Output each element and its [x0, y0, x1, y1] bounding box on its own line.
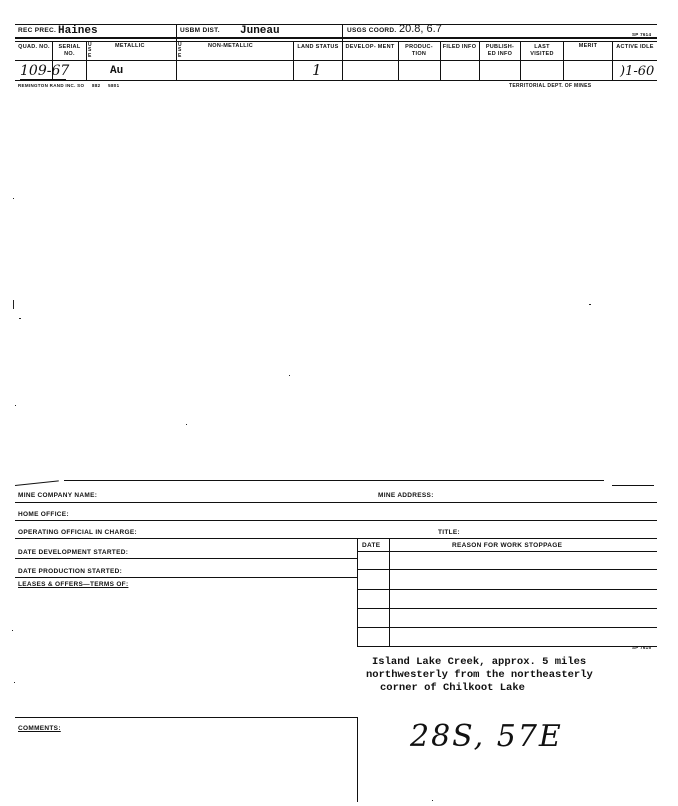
location-line-2: northwesterly from the northeasterly: [366, 669, 593, 681]
scan-speck: [432, 800, 433, 801]
rule-official: [15, 538, 657, 539]
divider: [342, 24, 343, 80]
title-label: TITLE:: [438, 529, 461, 536]
divider: [563, 41, 564, 80]
divider: [520, 41, 521, 80]
top-rule: [15, 24, 657, 25]
val-quad-serial: 109-67: [20, 63, 70, 79]
handwritten-township: 28S, 57E: [410, 719, 563, 754]
mine-address-label: MINE ADDRESS:: [378, 492, 434, 499]
stoppage-left: [357, 538, 358, 646]
quad-underline: [20, 79, 66, 80]
divider: [398, 41, 399, 80]
bottom-rule: [15, 80, 657, 81]
date-prod-label: DATE PRODUCTION STARTED:: [18, 568, 123, 575]
date-col-label: DATE: [362, 542, 381, 549]
col-nonmetallic: NON-METALLIC: [208, 43, 254, 49]
scan-speck: [15, 405, 16, 406]
scan-speck: [12, 630, 13, 631]
rule-home-office: [15, 520, 657, 521]
printer-line: REMINGTON RAND INC. SO 882 5801: [18, 83, 120, 88]
col-quad-no: QUAD. NO.: [18, 44, 50, 50]
rule-date-prod: [15, 577, 357, 578]
usgs-coord-label: USGS COORD.: [347, 27, 397, 34]
stoppage-header-rule: [357, 551, 657, 552]
rule-date-dev: [15, 558, 357, 559]
col-published-info: PUBLISH- ED INFO: [485, 44, 515, 57]
usgs-coord-value: 20.8, 6.7: [399, 23, 442, 35]
divider: [612, 41, 613, 80]
form-code-top: SP 7614: [632, 32, 652, 37]
val-land-status: 1: [312, 61, 322, 79]
operating-official-label: OPERATING OFFICIAL IN CHARGE:: [18, 529, 137, 536]
col-serial-no: SERIAL NO.: [58, 44, 81, 57]
stoppage-row: [357, 569, 657, 570]
usbm-dist-value: Juneau: [240, 25, 280, 37]
home-office-label: HOME OFFICE:: [18, 511, 69, 518]
rec-prec-label: REC PREC.: [18, 27, 57, 34]
col-development: DEVELOP- MENT: [345, 44, 395, 50]
comments-label: COMMENTS:: [18, 725, 61, 732]
stoppage-date-divider: [389, 538, 390, 646]
scan-speck: [289, 375, 290, 376]
col-land-status: LAND STATUS: [297, 44, 339, 50]
card-top-edge-left: [15, 480, 59, 486]
mine-company-label: MINE COMPANY NAME:: [18, 492, 98, 499]
header-rule: [15, 37, 657, 39]
scan-speck: [13, 198, 14, 199]
date-dev-label: DATE DEVELOPMENT STARTED:: [18, 549, 129, 556]
form-code-bottom: SP 7615: [632, 645, 652, 650]
divider: [479, 41, 480, 80]
scan-speck: [14, 682, 15, 683]
rec-prec-value: Haines: [58, 25, 98, 37]
rule-company: [15, 502, 657, 503]
col-metallic: METALLIC: [115, 43, 145, 49]
scan-speck: [13, 300, 14, 309]
location-line-1: Island Lake Creek, approx. 5 miles: [372, 656, 587, 668]
col-use-nonmetallic: USE: [178, 42, 182, 59]
scan-speck: [589, 304, 591, 305]
card-top-edge-right: [612, 485, 654, 486]
col-use-metallic: USE: [88, 42, 92, 59]
divider: [86, 41, 87, 80]
usbm-dist-label: USBM DIST.: [180, 27, 220, 34]
divider: [176, 24, 177, 80]
divider: [293, 41, 294, 80]
card-top-edge: [64, 480, 604, 481]
dept-line: TERRITORIAL DEPT. OF MINES: [509, 83, 592, 89]
divider: [440, 41, 441, 80]
header-rule-thin: [15, 41, 657, 42]
scan-speck: [186, 424, 187, 425]
rule-comments: [15, 717, 357, 718]
stoppage-row: [357, 627, 657, 628]
stoppage-row: [357, 646, 657, 647]
scan-speck: [19, 318, 21, 319]
stoppage-row: [357, 589, 657, 590]
leases-label: LEASES & OFFERS—TERMS OF:: [18, 581, 129, 588]
comments-divider: [357, 717, 358, 802]
col-production: PRODUC- TION: [405, 44, 433, 57]
location-line-3: corner of Chilkoot Lake: [380, 682, 525, 694]
col-filed-info: FILED INFO: [442, 44, 477, 50]
val-metallic: Au: [110, 65, 124, 77]
col-active-idle: ACTIVE IDLE: [616, 44, 654, 50]
col-merit: MERIT: [578, 43, 598, 49]
reason-col-label: REASON FOR WORK STOPPAGE: [452, 542, 563, 549]
stoppage-row: [357, 608, 657, 609]
subheader-rule: [15, 60, 657, 61]
col-last-visited: LAST VISITED: [530, 44, 554, 57]
val-active-idle: )1-60: [620, 64, 655, 79]
